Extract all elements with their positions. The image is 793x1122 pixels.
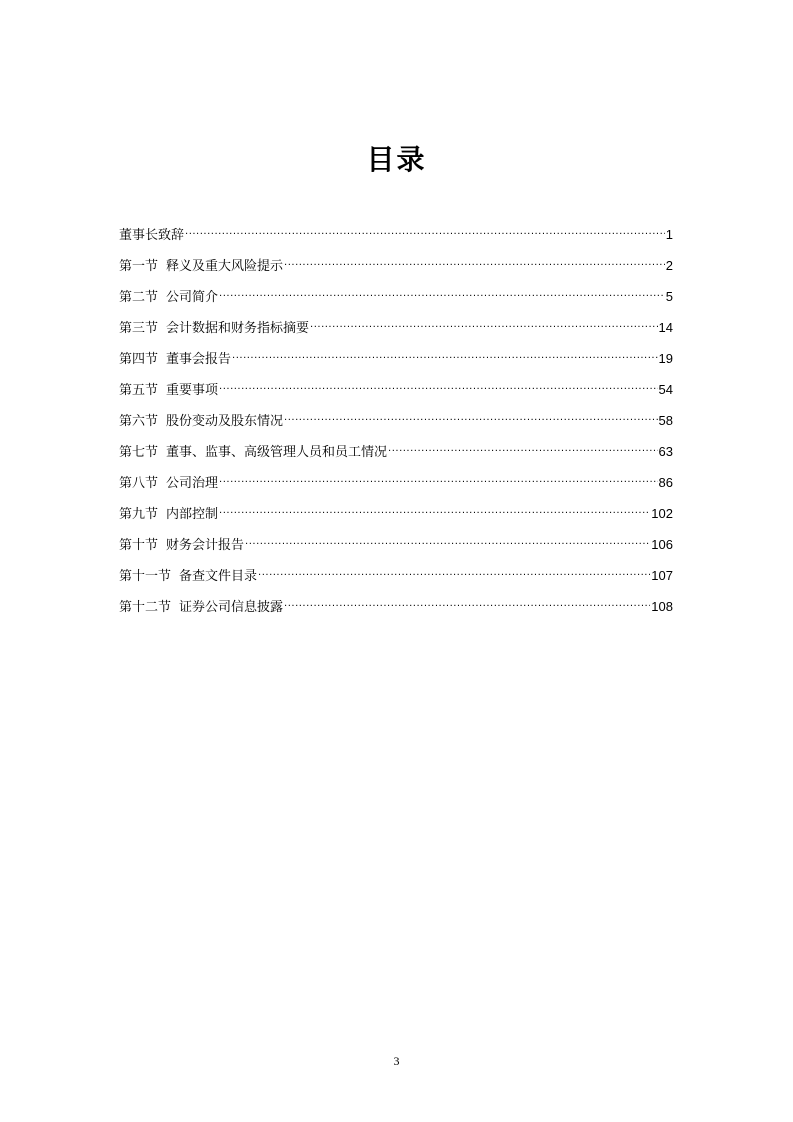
toc-entry-number: 第十节 <box>119 538 159 553</box>
toc-entry-section-9[interactable] <box>119 503 673 534</box>
toc-entry-label: 董事长致辞 <box>119 228 185 243</box>
toc-entry-page: 14 <box>658 320 673 335</box>
toc-entry-number: 第七节 <box>119 445 159 460</box>
toc-leader-dots <box>284 255 665 277</box>
toc-entry-number: 第八节 <box>119 476 159 491</box>
toc-entry-section-10[interactable] <box>119 534 673 565</box>
toc-entry-label: 会计数据和财务指标摘要 <box>166 321 310 336</box>
toc-entry-label: 董事、监事、高级管理人员和员工情况 <box>166 445 388 460</box>
toc-leader-dots <box>232 348 658 370</box>
toc-entry-page: 86 <box>658 475 673 490</box>
toc-entry-label: 股份变动及股东情况 <box>166 414 284 429</box>
page-number: 3 <box>393 1054 400 1068</box>
toc-entry-section-3[interactable] <box>119 317 673 348</box>
toc-entry-section-12[interactable] <box>119 596 673 627</box>
toc-entry-number: 第九节 <box>119 507 159 522</box>
toc-entry-number: 第二节 <box>119 290 159 305</box>
toc-leader-dots <box>258 565 650 587</box>
toc-entry-number: 第五节 <box>119 383 159 398</box>
toc-entry-chairman-address[interactable] <box>119 224 673 255</box>
page-title: 目录 <box>366 143 427 176</box>
toc-entry-section-1[interactable] <box>119 255 673 286</box>
toc-leader-dots <box>245 534 650 556</box>
toc-entry-page: 2 <box>665 258 673 273</box>
toc-leader-dots <box>219 503 650 525</box>
toc-entry-label: 内部控制 <box>166 507 219 522</box>
toc-entry-label: 公司简介 <box>166 290 219 305</box>
toc-entry-page: 106 <box>651 537 673 552</box>
toc-leader-dots <box>388 441 658 463</box>
table-of-contents <box>119 224 673 627</box>
toc-entry-section-8[interactable] <box>119 472 673 503</box>
toc-entry-page: 102 <box>651 506 673 521</box>
toc-entry-page: 19 <box>658 351 673 366</box>
toc-entry-number: 第十二节 <box>119 600 172 615</box>
toc-entry-section-4[interactable] <box>119 348 673 379</box>
toc-leader-dots <box>219 472 658 494</box>
toc-entry-label: 重要事项 <box>166 383 219 398</box>
toc-entry-section-2[interactable] <box>119 286 673 317</box>
toc-entry-section-5[interactable] <box>119 379 673 410</box>
toc-entry-number: 第六节 <box>119 414 159 429</box>
toc-leader-dots <box>219 379 658 401</box>
toc-entry-number: 第一节 <box>119 259 159 274</box>
toc-leader-dots <box>284 410 658 432</box>
toc-entry-page: 54 <box>658 382 673 397</box>
toc-entry-label: 证券公司信息披露 <box>179 600 284 615</box>
toc-entry-label: 释义及重大风险提示 <box>166 259 284 274</box>
toc-leader-dots <box>284 596 650 618</box>
toc-entry-number: 第三节 <box>119 321 159 336</box>
toc-entry-section-7[interactable] <box>119 441 673 472</box>
toc-entry-number: 第十一节 <box>119 569 172 584</box>
toc-entry-number: 第四节 <box>119 352 159 367</box>
toc-entry-label: 财务会计报告 <box>166 538 245 553</box>
toc-entry-label: 备查文件目录 <box>179 569 258 584</box>
toc-entry-page: 58 <box>658 413 673 428</box>
toc-leader-dots <box>219 286 665 308</box>
toc-entry-page: 1 <box>665 227 673 242</box>
toc-entry-page: 107 <box>651 568 673 583</box>
toc-entry-section-11[interactable] <box>119 565 673 596</box>
toc-entry-page: 63 <box>658 444 673 459</box>
toc-entry-section-6[interactable] <box>119 410 673 441</box>
toc-entry-label: 董事会报告 <box>166 352 232 367</box>
toc-leader-dots <box>185 224 665 246</box>
toc-entry-page: 5 <box>665 289 673 304</box>
toc-entry-label: 公司治理 <box>166 476 219 491</box>
toc-leader-dots <box>310 317 658 339</box>
toc-entry-page: 108 <box>651 599 673 614</box>
